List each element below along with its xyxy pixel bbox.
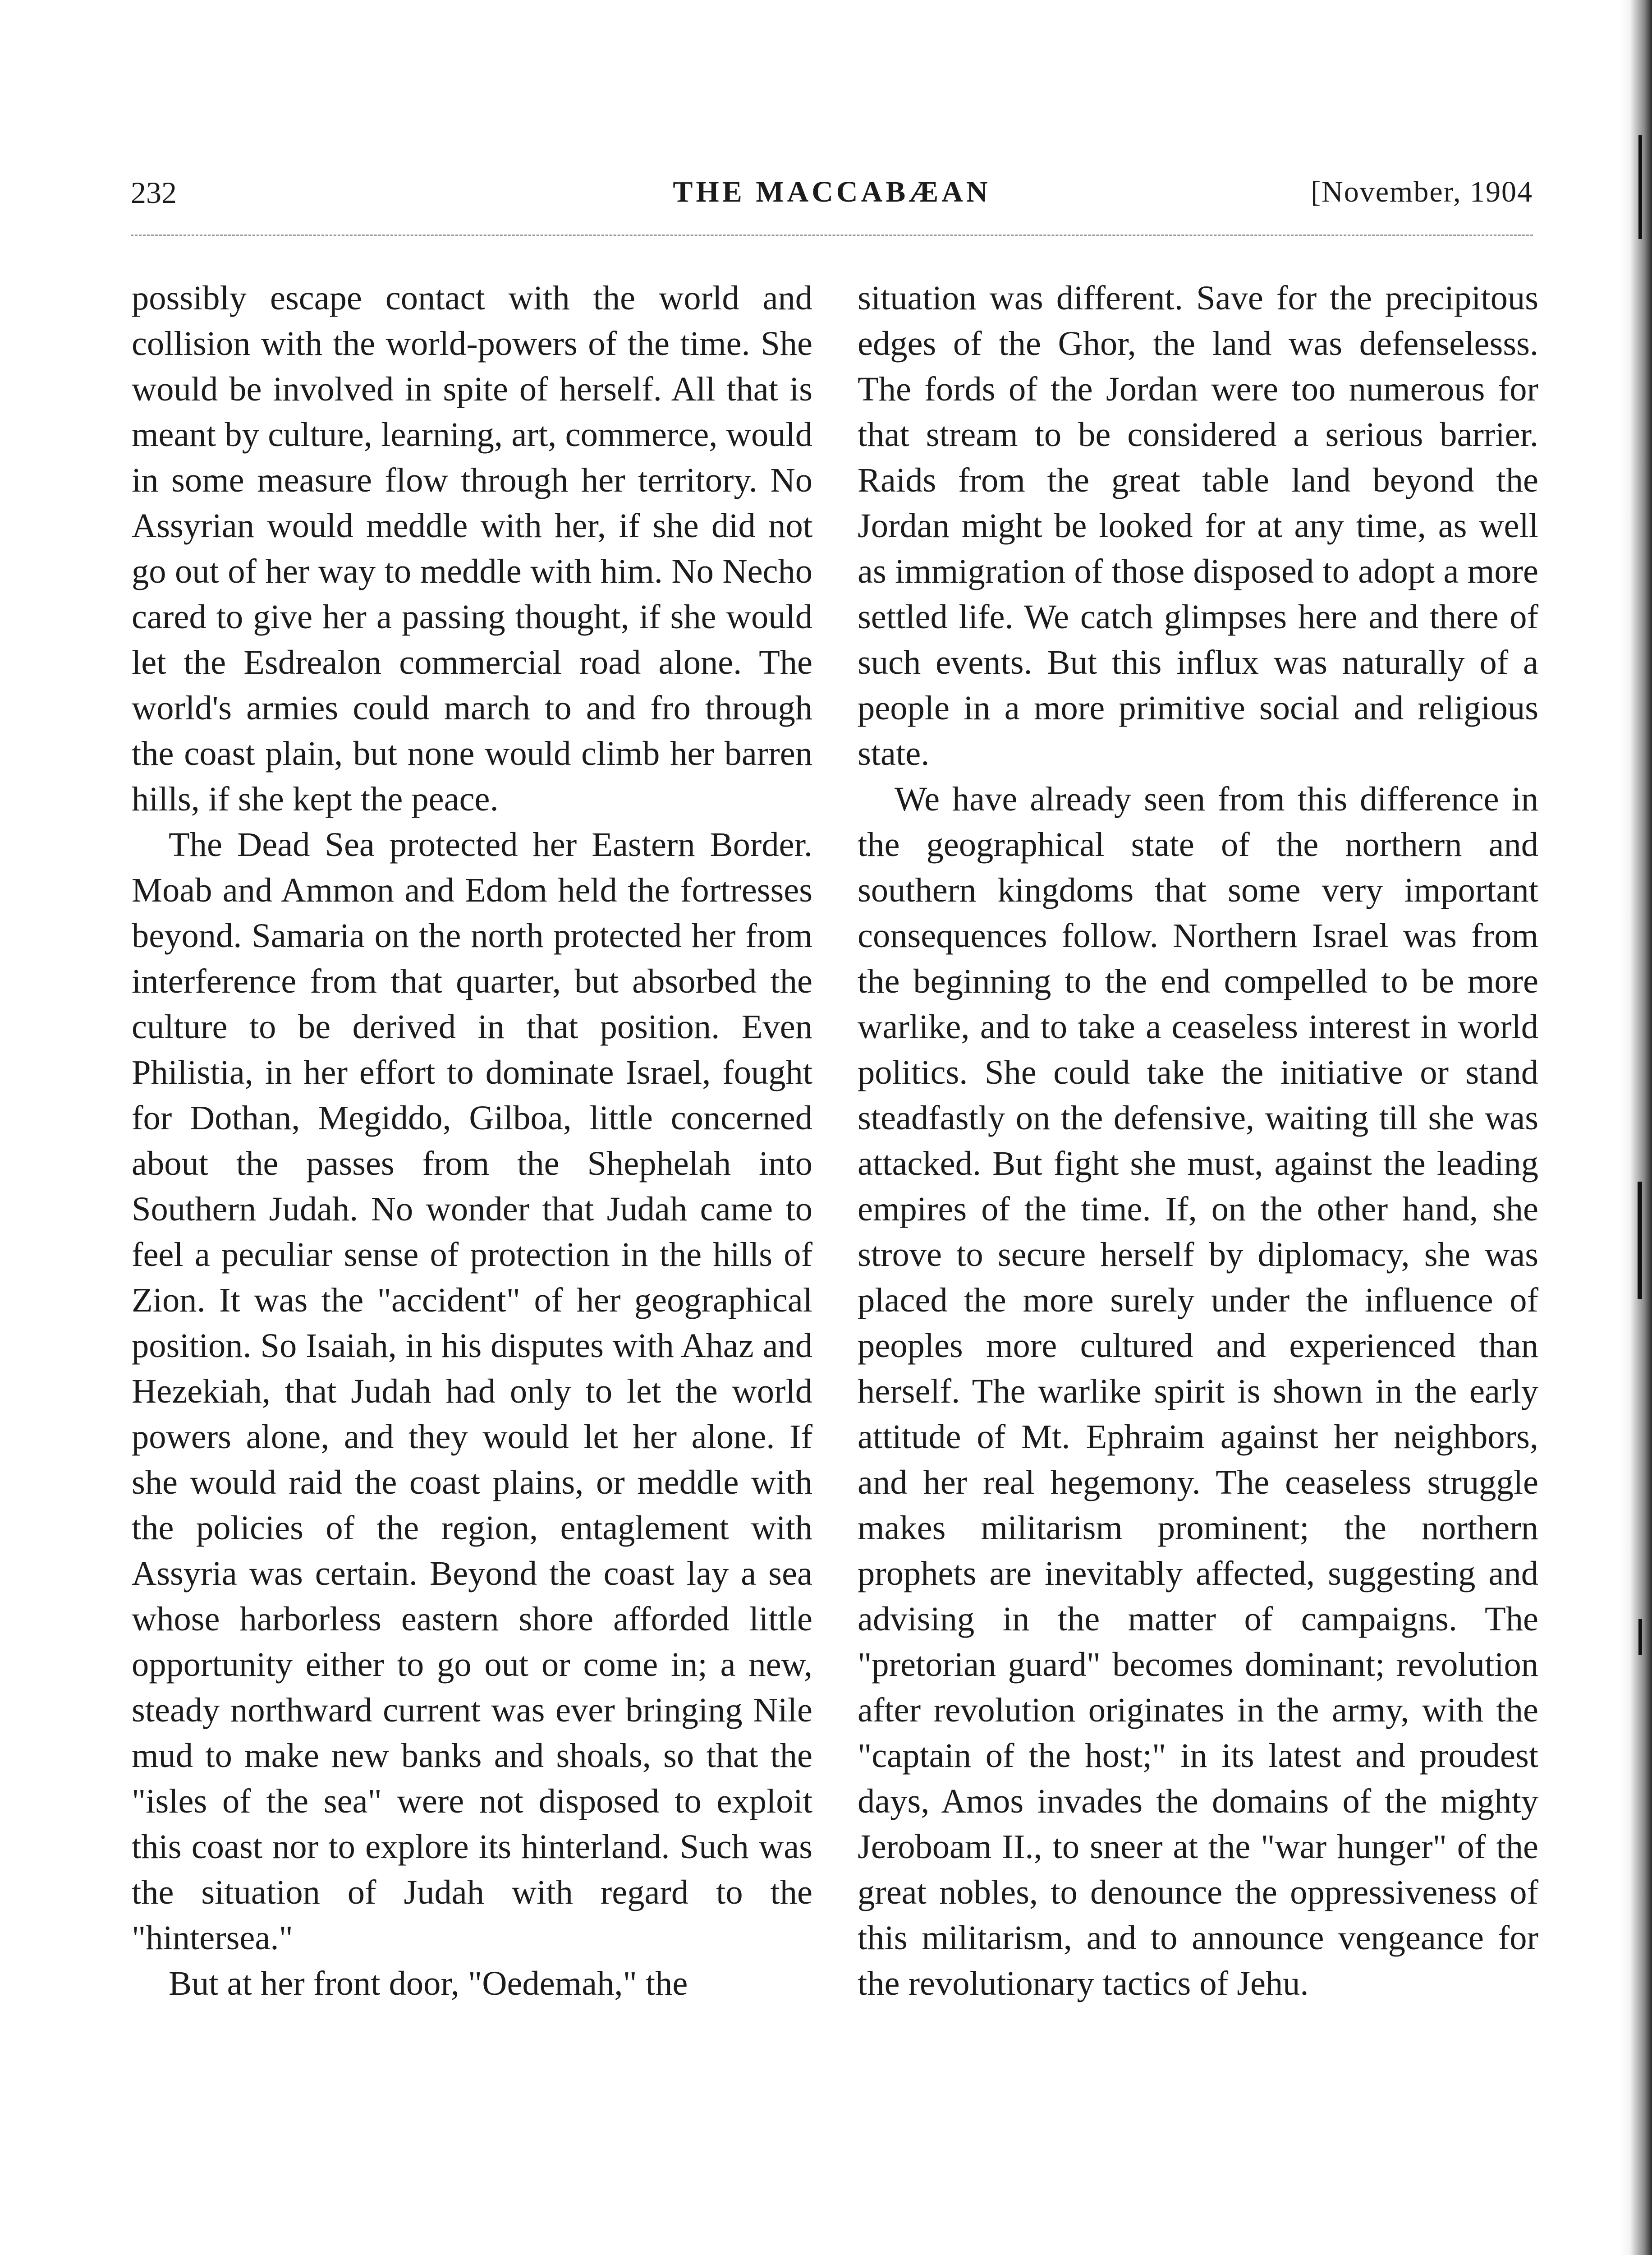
page-number: 232 (131, 175, 177, 210)
paragraph: The Dead Sea protected her Eastern Border. Moab and Ammon and Edom held the fortresses beyond. Samaria on the north protected her from interference from that quarter, but absorbed the culture to be derived in that position. Even Philistia, in her effort to dominate Israel, fought for Dothan, Megiddo, Gilboa, little concerned about the passes from the Shephelah into Southern Judah. No wonder that Judah came to feel a peculiar sense of protection in the hills of Zion. It was the "accident" of her geographical position. So Isaiah, in his disputes with Ahaz and Hezekiah, that Judah had only to let the world powers alone, and they would let her alone. If she would raid the coast plains, or meddle with the policies of the region, entaglement with Assyria was certain. Beyond the coast lay a sea whose harborless eastern shore afforded little opportunity either to go out or come in; a new, steady northward current was ever bringing Nile mud to make new banks and shoals, so that the "isles of the sea" were not disposed to exploit this coast nor to explore its hinterland. Such was the situation of Judah with regard to the "hintersea." (132, 825, 812, 1957)
paragraph: We have already seen from this difference in the geographical state of the northern and southern kingdoms that some very important consequences follow. Northern Israel was from the beginning to the end compelled to be more warlike, and to take a ceaseless interest in world politics. She could take the initiative or stand steadfastly on the defensive, waiting till she was attacked. But fight she must, against the leading empires of the time. If, on the other hand, she strove to secure herself by diplomacy, she was placed the more surely under the influence of peoples more cultured and experienced than herself. The warlike spirit is shown in the early attitude of Mt. Ephraim against her neighbors, and her real hegemony. The ceaseless struggle makes militarism prominent; the northern prophets are inevitably affected, suggesting and advising in the matter of campaigns. The "pretorian guard" becomes dominant; revolution after revolution originates in the army, with the "captain of the host;" in its latest and proudest days, Amos invades the domains of the mighty Jeroboam II., to sneer at the "war hunger" of the great nobles, to denounce the oppressiveness of this militarism, and to announce vengeance for the revolutionary tactics of Jehu. (858, 780, 1538, 2002)
running-header (131, 175, 1533, 220)
left-column (132, 275, 812, 2006)
header-rule (131, 235, 1533, 236)
right-column (858, 275, 1538, 2006)
edge-mark (1638, 1182, 1642, 1299)
paragraph: situation was different. Save for the precipitous edges of the Ghor, the land was defenselesss. The fords of the Jordan were too numerous for that stream to be considered a serious barrier. Raids from the great table land beyond the Jordan might be looked for at any time, as well as immigration of those disposed to adopt a more settled life. We catch glimpses here and there of such events. But this influx was naturally of a people in a more primitive social and religious state. (858, 279, 1538, 773)
page-edge-shadow (1620, 0, 1652, 2255)
issue-date: [November, 1904 (1311, 175, 1533, 208)
paragraph: possibly escape contact with the world and collision with the world-powers of the time. She would be involved in spite of herself. All that is meant by culture, learning, art, commerce, would in some measure flow through her territory. No Assyrian would meddle with her, if she did not go out of her way to meddle with him. No Necho cared to give her a passing thought, if she would let the Esdrealon commercial road alone. The world's armies could march to and fro through the coast plain, but none would climb her barren hills, if she kept the peace. (132, 279, 812, 818)
edge-mark (1638, 1619, 1642, 1655)
journal-title: THE MACCABÆAN (673, 175, 991, 208)
paragraph: But at her front door, "Oedemah," the (169, 1964, 688, 2002)
edge-mark (1638, 135, 1642, 239)
